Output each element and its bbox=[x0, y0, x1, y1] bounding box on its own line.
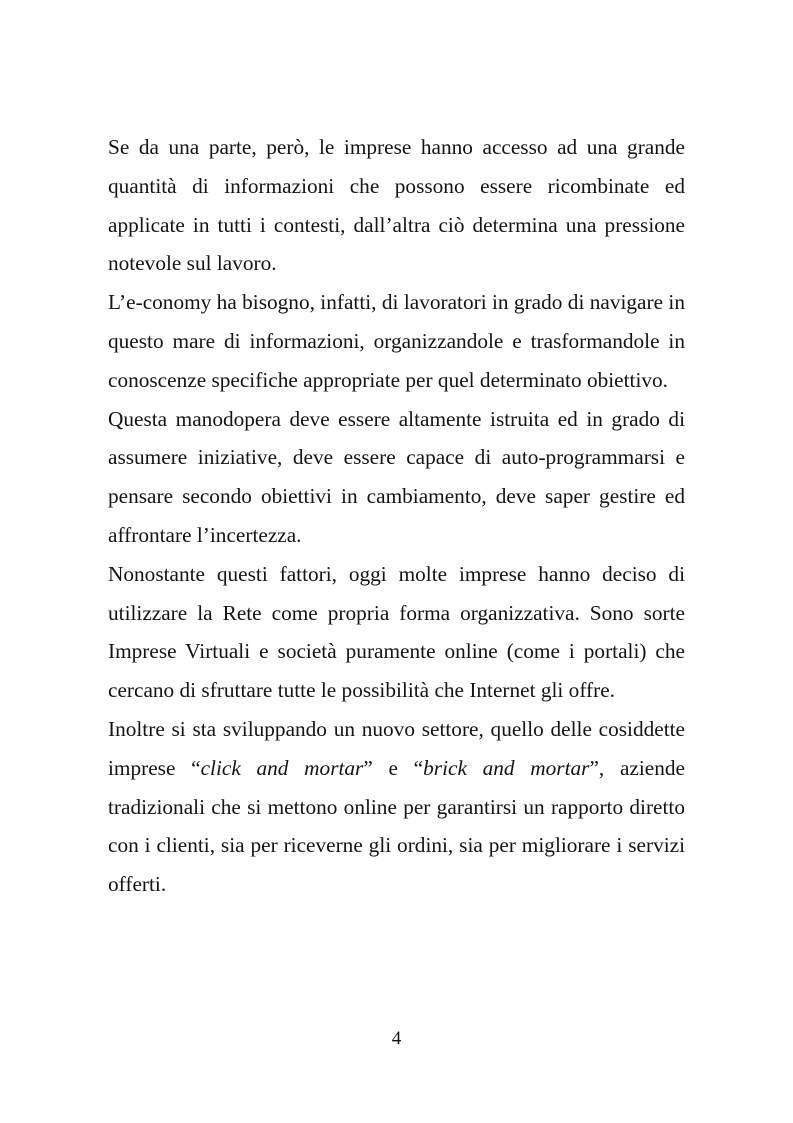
paragraph-5-text-c: ”, aziende tradizionali che si mettono online per garantirsi un rapporto diretto con i clienti, sia per riceverne gli ordini, sia per migliorare i servizi offerti. bbox=[108, 755, 685, 897]
italic-term-brick-and-mortar: brick and mortar bbox=[423, 755, 590, 780]
paragraph-5-text-b: ” e “ bbox=[363, 755, 424, 780]
paragraph-2: L’e-conomy ha bisogno, infatti, di lavoratori in grado di navigare in questo mare di informazioni, organizzandole e trasformandole in conoscenze specifiche appropriate per quel determinato obiettivo. bbox=[108, 290, 685, 392]
paragraph-1: Se da una parte, però, le imprese hanno accesso ad una grande quantità di informazioni che possono essere ricombinate ed applicate in tutti i contesti, dall’altra ciò determina una pressione notevole sul lavoro. bbox=[108, 135, 685, 276]
paragraph-5 bbox=[108, 710, 685, 904]
paragraph-4: Nonostante questi fattori, oggi molte imprese hanno deciso di utilizzare la Rete come propria forma organizzativa. Sono sorte Imprese Virtuali e società puramente online (come i portali) che cercano di sfruttare tutte le possibilità che Internet gli offre. bbox=[108, 561, 685, 703]
page-number: 4 bbox=[391, 1028, 402, 1049]
paragraph-5-text-a: Inoltre si sta sviluppando un nuovo settore, quello delle cosiddette imprese “ bbox=[108, 716, 685, 780]
paragraph-3: Questa manodopera deve essere altamente istruita ed in grado di assumere iniziative, deve essere capace di auto-programmarsi e pensare secondo obiettivi in cambiamento, deve saper gestire ed affrontare l’incertezza. bbox=[108, 406, 685, 547]
italic-term-click-and-mortar: click and mortar bbox=[200, 755, 364, 780]
body-text bbox=[108, 128, 685, 904]
